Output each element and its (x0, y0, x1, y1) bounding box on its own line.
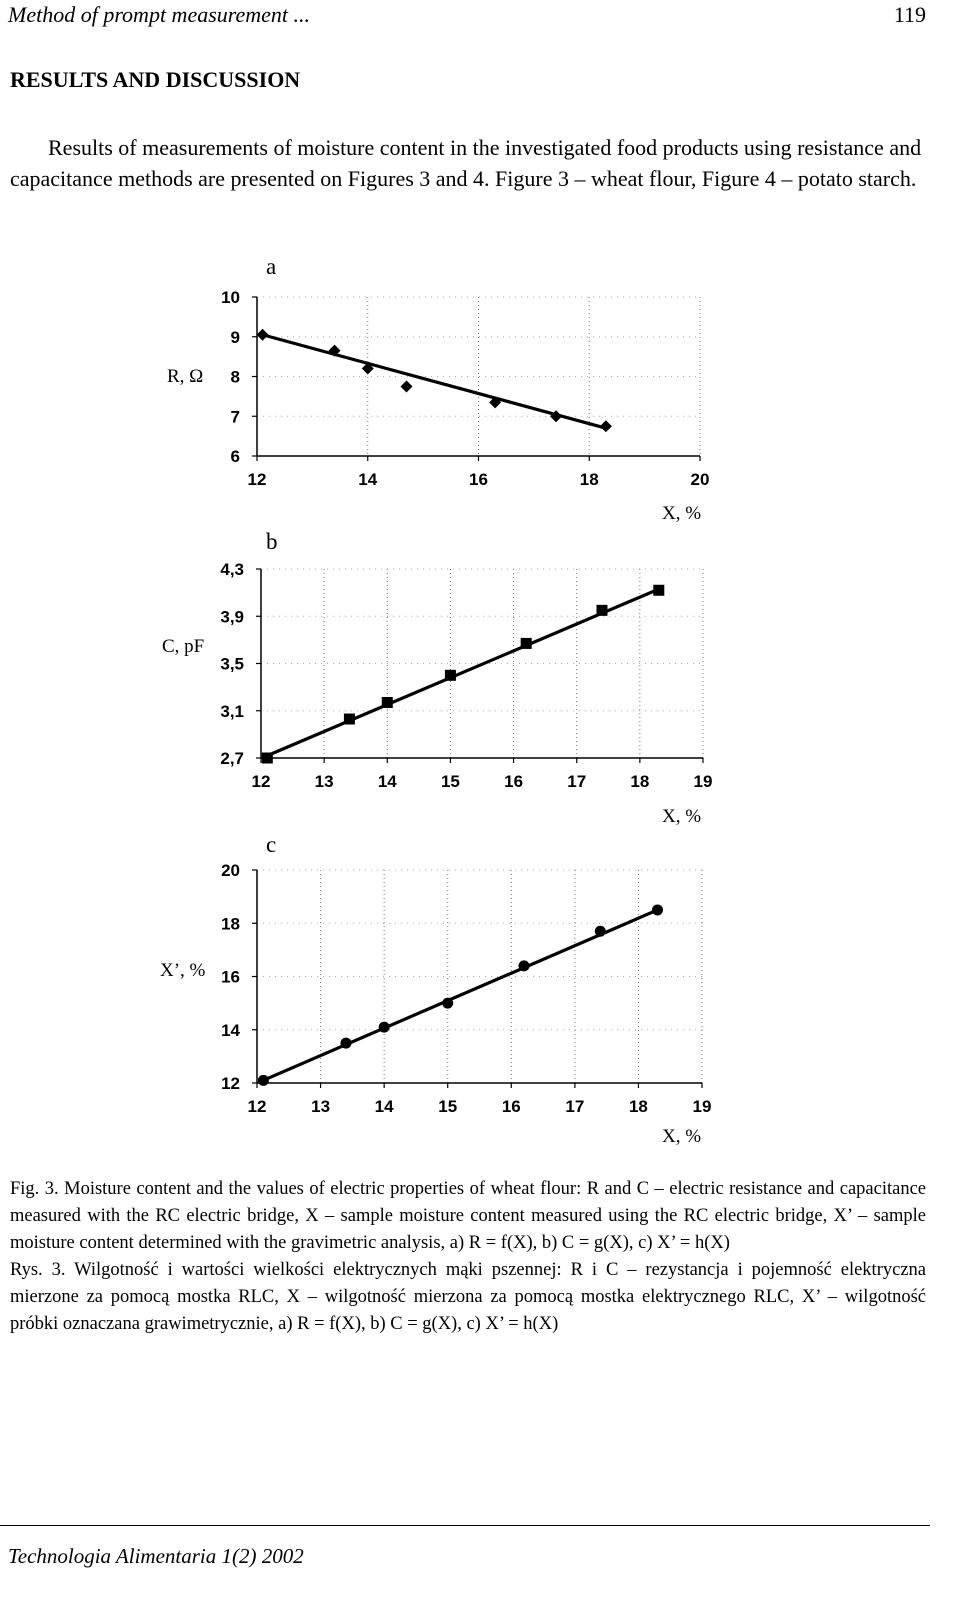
data-point (258, 1075, 269, 1086)
x-tick-label: 15 (440, 772, 460, 791)
y-tick-label: 3,9 (220, 607, 244, 627)
data-point (379, 1022, 390, 1033)
y-tick-label: 16 (221, 967, 240, 987)
data-point (519, 960, 530, 971)
y-tick-label: 3,5 (220, 654, 244, 674)
y-tick-label: 18 (221, 914, 240, 934)
xlabel-b: X, % (662, 806, 702, 827)
y-tick-label: 8 (230, 367, 240, 387)
caption-polish: Rys. 3. Wilgotność i wartości wielkości elektrycznych mąki pszennej: R i C – rezystancja i pojemność elektryczna mierzone za pomocą mostka RLC, X – wilgotność mierzona za pomocą mostka elektrycznego RLC, X’ – wilgotność próbki oznaczana grawimetrycznie, a) R = f(X), b) C = g(X), c) X’ = h(X) (10, 1260, 926, 1334)
y-tick-label: 3,1 (220, 701, 244, 721)
x-tick-label: 18 (630, 772, 650, 791)
chart-c (200, 850, 740, 1132)
x-tick-label: 14 (374, 1097, 394, 1116)
running-title: Method of prompt measurement ... (8, 2, 311, 27)
footer-rule (0, 1525, 930, 1526)
intro-text: Results of measurements of moisture content in the investigated food products using resistance and capacitance methods are presented on Figures 3 and 4. Figure 3 – wheat flour, Figure 4 – potato starch. (10, 135, 922, 191)
data-point (341, 1038, 352, 1049)
data-point (653, 585, 664, 596)
figure-caption (10, 1176, 926, 1338)
y-tick-label: 10 (221, 288, 240, 307)
x-tick-label: 17 (567, 772, 587, 791)
panel-label-b: b (266, 529, 278, 554)
caption-english: Fig. 3. Moisture content and the values of electric properties of wheat flour: R and C – electric resistance and capacitance measured with the RC electric bridge, X – sample moisture content measured using the RC electric bridge, X’ – sample moisture content determined with the gravimetric analysis, a) R = f(X), b) C = g(X), c) X’ = h(X) (10, 1179, 926, 1253)
xlabel-c: X, % (662, 1126, 702, 1147)
ylabel-c: X’, % (160, 960, 206, 981)
x-tick-label: 18 (579, 470, 599, 489)
y-tick-label: 12 (221, 1074, 240, 1093)
y-tick-label: 14 (221, 1020, 240, 1040)
data-point (595, 926, 606, 937)
y-tick-label: 9 (230, 327, 240, 347)
data-point (596, 605, 607, 616)
x-tick-label: 12 (247, 1097, 267, 1116)
x-tick-label: 12 (251, 772, 271, 791)
ylabel-b: C, pF (162, 636, 205, 657)
y-tick-label: 6 (230, 447, 240, 466)
y-tick-label: 4,3 (220, 560, 244, 579)
x-tick-label: 13 (311, 1097, 331, 1116)
x-tick-label: 19 (693, 772, 713, 791)
data-point (652, 904, 663, 915)
chart-a (200, 280, 740, 510)
x-tick-label: 14 (358, 470, 378, 489)
data-point (600, 420, 612, 432)
x-tick-label: 15 (438, 1097, 458, 1116)
chart-b (200, 550, 740, 810)
data-point (442, 998, 453, 1009)
x-tick-label: 17 (565, 1097, 585, 1116)
x-tick-label: 20 (690, 470, 710, 489)
data-point (257, 329, 269, 341)
x-tick-label: 12 (247, 470, 267, 489)
x-tick-label: 14 (377, 772, 397, 791)
y-tick-label: 2,7 (220, 749, 244, 768)
x-tick-label: 18 (628, 1097, 648, 1116)
panel-label-a: a (266, 254, 277, 279)
x-tick-label: 16 (469, 470, 488, 489)
data-point (344, 714, 355, 725)
x-tick-label: 16 (501, 1097, 521, 1116)
data-point (382, 697, 393, 708)
data-point (445, 670, 456, 681)
x-tick-label: 19 (692, 1097, 712, 1116)
section-title: RESULTS AND DISCUSSION (10, 67, 301, 92)
journal-footer: Technologia Alimentaria 1(2) 2002 (8, 1544, 304, 1568)
page-number: 119 (893, 2, 926, 27)
x-tick-label: 16 (504, 772, 524, 791)
y-tick-label: 20 (221, 861, 240, 880)
panel-label-c: c (266, 832, 277, 857)
data-point (262, 753, 273, 764)
intro-paragraph (10, 132, 922, 194)
xlabel-a: X, % (662, 503, 702, 524)
data-point (401, 380, 413, 392)
ylabel-a: R, Ω (167, 366, 204, 387)
data-point (521, 638, 532, 649)
y-tick-label: 7 (230, 407, 240, 427)
x-tick-label: 13 (314, 772, 334, 791)
